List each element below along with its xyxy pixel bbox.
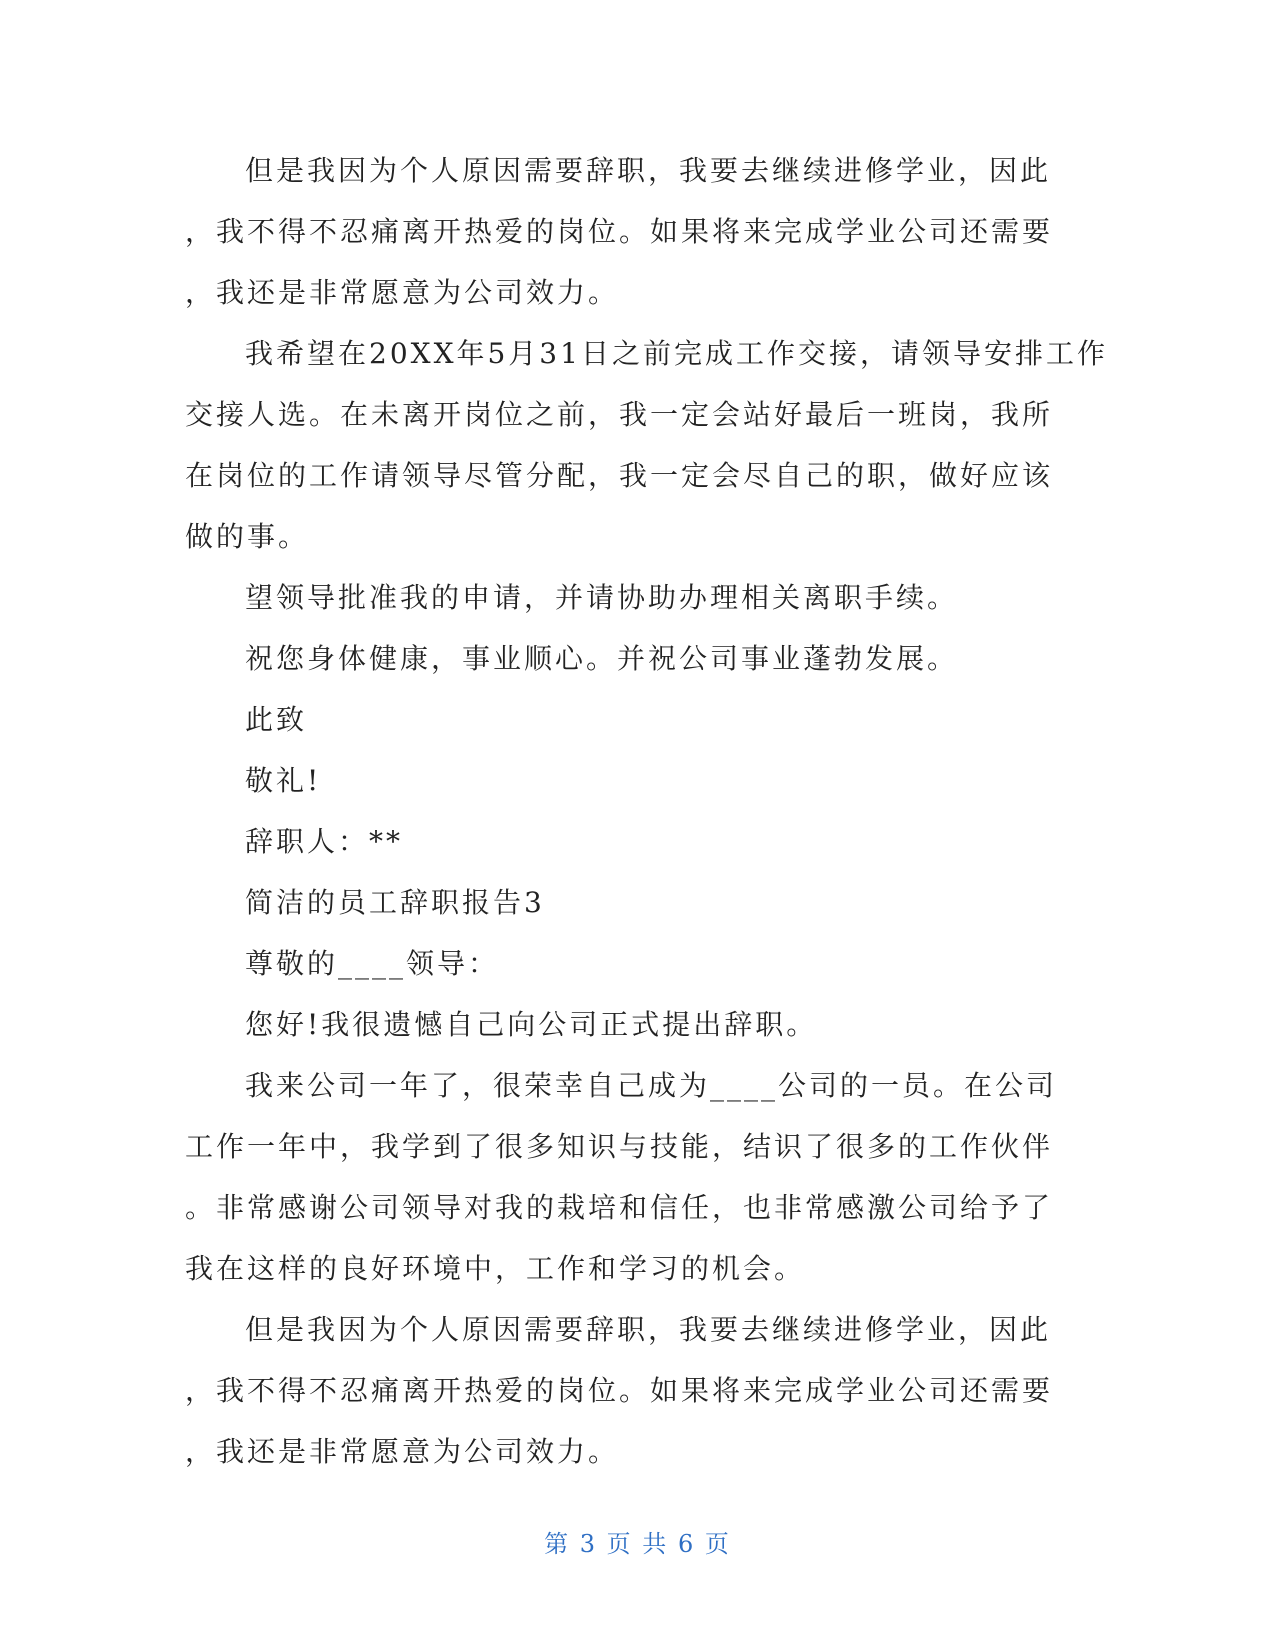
paragraph-reason-1: [185, 140, 1065, 323]
paragraph-reason-2: [185, 1299, 1065, 1482]
text-line: 我在这样的良好环境中，工作和学习的机会。: [185, 1252, 806, 1285]
page-number-footer: 第 3 页 共 6 页: [544, 1530, 731, 1558]
text-line: 但是我因为个人原因需要辞职，我要去继续进修学业，因此: [245, 154, 1052, 187]
closing-regards: 敬礼!: [245, 764, 322, 797]
section-heading: 简洁的员工辞职报告3: [245, 886, 545, 919]
letter-opening: 您好!我很遗憾自己向公司正式提出辞职。: [245, 1008, 818, 1041]
letter-greeting: 尊敬的____领导：: [245, 947, 500, 980]
text-line: ，我还是非常愿意为公司效力。: [185, 1435, 620, 1468]
document-body: [185, 140, 1108, 1482]
text-line: 交接人选。在未离开岗位之前，我一定会站好最后一班岗，我所: [185, 398, 1054, 431]
text-line: 在岗位的工作请领导尽管分配，我一定会尽自己的职，做好应该: [185, 459, 1054, 492]
text-line: 。非常感谢公司领导对我的栽培和信任，也非常感激公司给予了: [185, 1191, 1054, 1224]
paragraph-wishes: 祝您身体健康，事业顺心。并祝公司事业蓬勃发展。: [245, 642, 959, 675]
text-line: ，我不得不忍痛离开热爱的岗位。如果将来完成学业公司还需要: [185, 1374, 1054, 1407]
text-line: 但是我因为个人原因需要辞职，我要去继续进修学业，因此: [245, 1313, 1052, 1346]
text-line: 我希望在20XX年5月31日之前完成工作交接，请领导安排工作: [245, 337, 1108, 370]
paragraph-handover: [185, 323, 1108, 567]
closing-salutation: 此致: [245, 703, 308, 736]
text-line: 工作一年中，我学到了很多知识与技能，结识了很多的工作伙伴: [185, 1130, 1054, 1163]
text-line: ，我还是非常愿意为公司效力。: [185, 276, 620, 309]
signature-line: 辞职人：**: [245, 825, 404, 858]
text-line: 我来公司一年了，很荣幸自己成为____公司的一员。在公司: [245, 1069, 1058, 1102]
text-line: 做的事。: [185, 520, 310, 553]
paragraph-approval-request: 望领导批准我的申请，并请协助办理相关离职手续。: [245, 581, 959, 614]
text-line: ，我不得不忍痛离开热爱的岗位。如果将来完成学业公司还需要: [185, 215, 1054, 248]
paragraph-gratitude: [185, 1055, 1065, 1299]
